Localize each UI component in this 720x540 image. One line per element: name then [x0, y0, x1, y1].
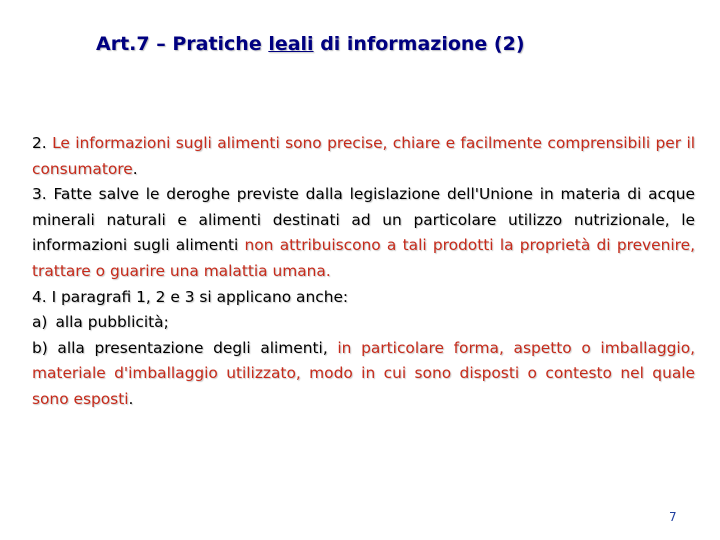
paragraph-2: [32, 131, 695, 182]
paragraph-b-end: .: [128, 389, 134, 408]
paragraph-2-label: 2.: [32, 134, 47, 152]
paragraph-a: [32, 310, 695, 336]
paragraph-b-lead: b) alla presentazione degli alimenti,: [32, 338, 338, 357]
paragraph-2-text: Le informazioni sugli alimenti sono precise, chiare e facilmente comprensibili per il consumatore: [32, 134, 695, 178]
paragraph-3: [32, 182, 695, 284]
paragraph-4-text: 4. I paragrafi 1, 2 e 3 si applicano anche:: [32, 287, 349, 306]
paragraph-b-highlight: in particolare forma, aspetto o imballaggio, materiale d'imballaggio utilizzato, modo in cui sono disposti o contesto nel quale sono esposti: [32, 338, 696, 408]
slide-body: [32, 131, 695, 413]
paragraph-2-end: .: [132, 159, 138, 178]
paragraph-b: [32, 336, 695, 413]
paragraph-3-lead: 3. Fatte salve le deroghe previste dalla legislazione dell'Unione in materia di acque minerali naturali e alimenti destinati ad un particolare utilizzo nutrizionale, le informazioni sugli alimenti: [32, 185, 695, 255]
title-after: di informazione (2): [313, 33, 525, 55]
paragraph-a-label: a): [32, 313, 48, 332]
slide-title: [96, 33, 525, 55]
paragraph-4: [32, 285, 695, 311]
paragraph-a-text: alla pubblicità;: [55, 313, 169, 332]
paragraph-3-highlight: non attribuiscono a tali prodotti la proprietà di prevenire, trattare o guarire una malattia umana.: [32, 236, 695, 280]
title-underlined-word: leali: [268, 33, 314, 55]
title-before: Art.7 – Pratiche: [96, 33, 269, 55]
page-number: 7: [669, 510, 677, 524]
